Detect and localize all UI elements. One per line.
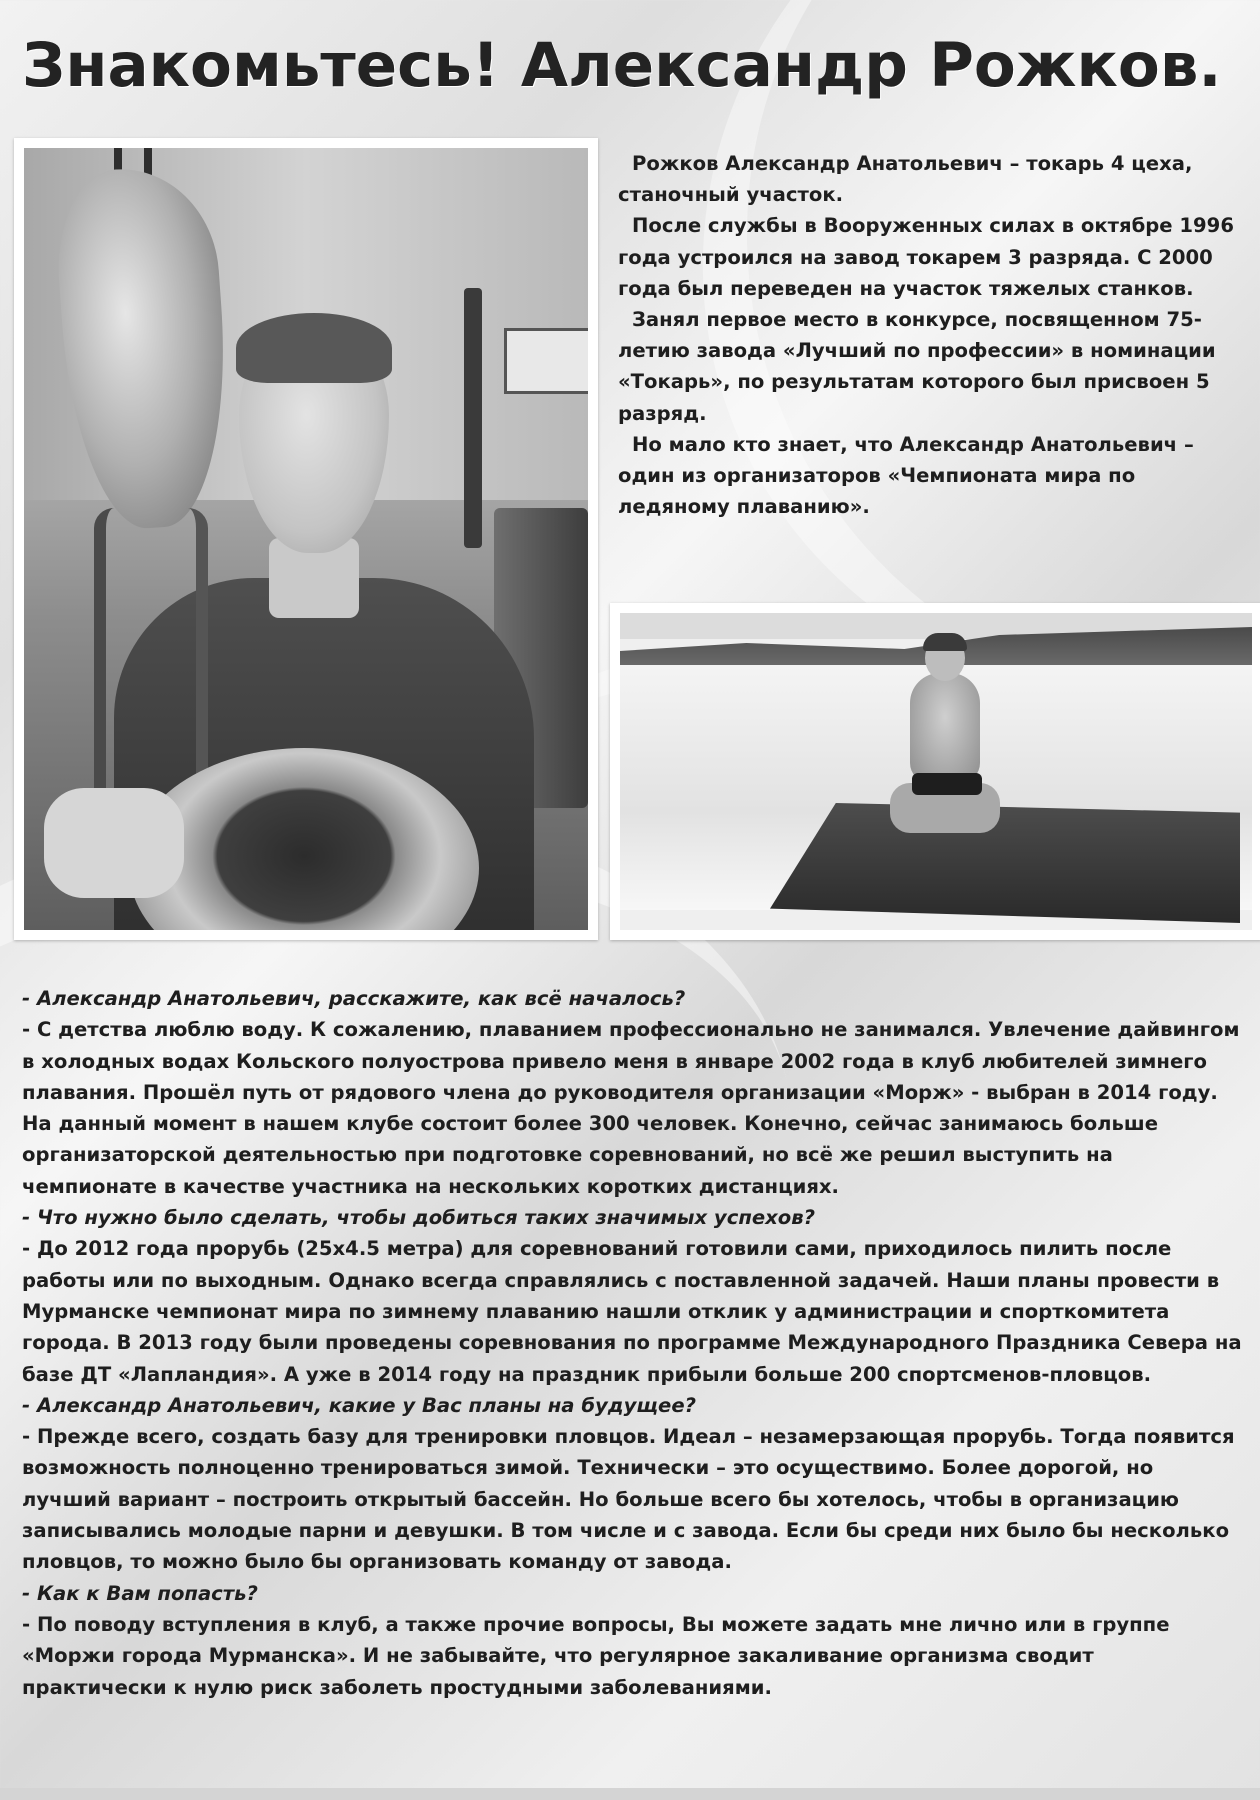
- intro-paragraph: Занял первое место в конкурсе, посвященном 75-летию завода «Лучший по профессии» в номинации «Токарь», по результатам которого был присвоен 5 разряд.: [618, 308, 1216, 425]
- interview-text: [22, 983, 1242, 1703]
- page-title: Знакомьтесь! Александр Рожков.: [22, 30, 1222, 101]
- photo-worker-frame: [14, 138, 598, 940]
- interview-question: - Александр Анатольевич, какие у Вас планы на будущее?: [22, 1393, 696, 1417]
- interview-answer: - До 2012 года прорубь (25х4.5 метра) для соревнований готовили сами, приходилось пилить после работы или по выходным. Однако всегда справлялись с поставленной задачей. Наши планы провести в Мурманске чемпионат мира по зимнему плаванию нашли отклик у администрации и спорткомитета города. В 2013 году были проведены соревнования по программе Международного Праздника Севера на базе ДТ «Лапландия». А уже в 2014 году на праздник прибыли больше 200 спортсменов-пловцов.: [22, 1237, 1242, 1386]
- photo-swimmer-frame: [610, 603, 1260, 940]
- interview-answer: - С детства люблю воду. К сожалению, плаванием профессионально не занимался. Увлечение дайвингом в холодных водах Кольского полуострова привело меня в январе 2002 года в клуб любителей зимнего плавания. Прошёл путь от рядового члена до руководителя организации «Морж» - выбран в 2014 году. На данный момент в нашем клубе состоит более 300 человек. Конечно, сейчас занимаюсь больше организаторской деятельностью при подготовке соревнований, но всё же решил выступить на чемпионате в качестве участника на нескольких коротких дистанциях.: [22, 1018, 1240, 1198]
- photo-worker: [24, 148, 588, 930]
- photo-swimmer: [620, 613, 1252, 930]
- interview-question: - Как к Вам попасть?: [22, 1581, 258, 1605]
- intro-paragraph: После службы в Вооруженных силах в октябре 1996 года устроился на завод токарем 3 разряда. С 2000 года был переведен на участок тяжелых станков.: [618, 214, 1234, 300]
- bottom-divider: [0, 1788, 1260, 1800]
- interview-question: - Александр Анатольевич, расскажите, как всё началось?: [22, 987, 686, 1010]
- interview-answer: - По поводу вступления в клуб, а также прочие вопросы, Вы можете задать мне лично или в группе «Моржи города Мурманска». И не забывайте, что регулярное закаливание организма сводит практически к нулю риск заболеть простудными заболеваниями.: [22, 1612, 1170, 1699]
- intro-paragraph: Но мало кто знает, что Александр Анатольевич – один из организаторов «Чемпионата мира по ледяному плаванию».: [618, 432, 1194, 519]
- interview-question: - Что нужно было сделать, чтобы добиться таких значимых успехов?: [22, 1206, 816, 1230]
- interview-answer: - Прежде всего, создать базу для тренировки пловцов. Идеал – незамерзающая прорубь. Тогда появится возможность полноценно тренироваться зимой. Технически – это осуществимо. Более дорогой, но лучший вариант – построить открытый бассейн. Но больше всего бы хотелось, чтобы в организацию записывались молодые парни и девушки. В том числе и с завода. Если бы среди них было бы несколько пловцов, то можно было бы организовать команду от завода.: [22, 1425, 1235, 1574]
- intro-paragraph: Рожков Александр Анатольевич – токарь 4 цеха, станочный участок.: [618, 152, 1193, 207]
- intro-text: [618, 148, 1238, 522]
